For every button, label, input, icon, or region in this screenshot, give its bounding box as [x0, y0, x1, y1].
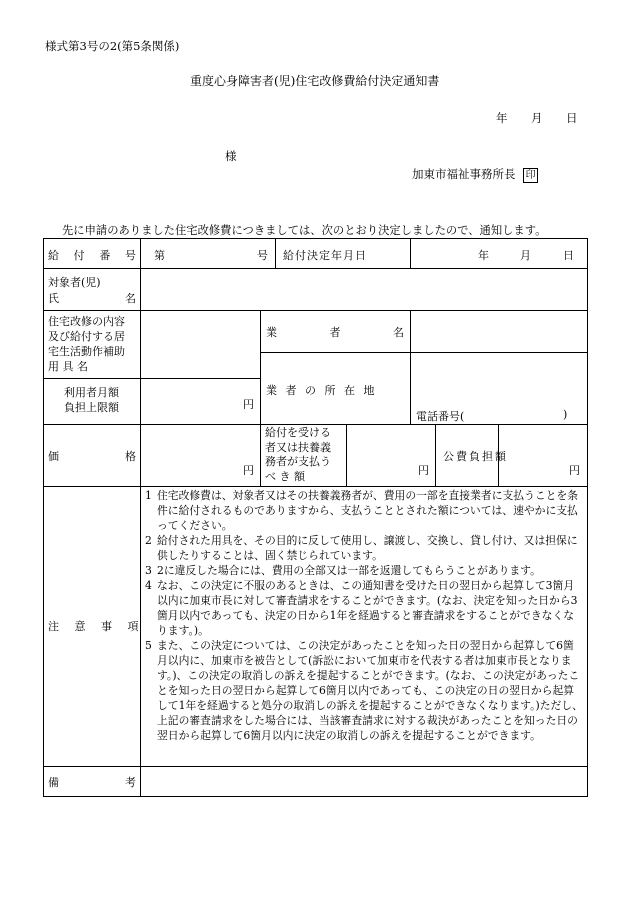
label-char: 番	[99, 249, 111, 262]
payer-label: 給付を受ける 者又は扶養義 務者が支払う べ き 額	[265, 426, 331, 483]
payment-no-label	[48, 247, 136, 263]
monthly-limit-label: 利用者月額 負担上限額	[64, 386, 119, 414]
price-yen: 円	[243, 464, 254, 477]
decision-date-month: 月	[520, 249, 531, 262]
phone-close: )	[563, 408, 568, 421]
label-char: 号	[124, 249, 136, 262]
page-title: 重度心身障害者(児)住宅改修費給付決定通知書	[190, 74, 440, 88]
public-burden-yen: 円	[569, 464, 580, 477]
public-burden-label: 公費負担額	[443, 450, 508, 463]
label-char: 価	[48, 450, 59, 463]
payment-no-prefix: 第	[154, 249, 165, 262]
target-label-1: 対象者(児)	[48, 276, 101, 289]
label-char: 氏	[48, 292, 59, 305]
addressee-suffix: 様	[225, 149, 237, 163]
date-year: 年	[496, 111, 508, 125]
note-item: 5 また、この決定については、この決定があったことを知った日の翌日から起算して6箇月以内に、加東市を被告として(訴訟において加東市を代表する者は加東市長となります。)、この決定の取消しの訴えを提起することができます。(なお、この決定があったことを知った日の翌日から起算して6箇月以内であっても、この決定の日の翌日から起算して1年を経過すると処分の取消しの訴えを提起することができなくなります。)ただし、上記の審査請求をした場合には、当該審査請求に対する裁決があったことを知った日の翌日から起算して6箇月以内に決定の取消しの訴えを提起することができます。	[145, 639, 583, 742]
label-char: 格	[125, 450, 136, 463]
monthly-limit-yen: 円	[243, 398, 254, 411]
note-item: 1 住宅改修費は、対象者又はその扶養義務者が、費用の一部を直接業者に支払うことを条件に給付されるものでありますから、支払うこととされた額については、速やかに支払ってください。	[145, 489, 579, 532]
label-char: 者	[329, 326, 341, 339]
payer-yen: 円	[418, 464, 429, 477]
label-char: 給	[48, 249, 59, 262]
decision-date-year: 年	[478, 249, 489, 262]
issuer-name: 加東市福祉事務所長	[412, 167, 516, 181]
note-item: 2 給付された用具を、その目的に反して使用し、譲渡し、交換し、貸し付け、又は担保に供したりすることは、固く禁じられています。	[145, 534, 578, 562]
date-day: 日	[566, 111, 578, 125]
phone-label: 電話番号(	[416, 410, 465, 423]
label-char: 業	[266, 326, 277, 339]
target-label-2	[48, 290, 136, 306]
decision-date-label: 給付決定年月日	[283, 249, 367, 262]
label-char: 考	[125, 776, 136, 789]
payment-no-suffix: 号	[257, 249, 268, 262]
date-month: 月	[531, 111, 543, 125]
decision-date-day: 日	[563, 249, 574, 262]
label-char: 付	[73, 249, 85, 262]
seal-mark: 印	[523, 168, 538, 183]
remarks-label	[48, 774, 136, 790]
label-char: 備	[48, 776, 59, 789]
contractor-address-label: 業 者 の 所 在 地	[266, 384, 377, 397]
label-char: 名	[125, 292, 136, 305]
notes-list	[145, 488, 583, 743]
form-id: 様式第3号の2(第5条関係)	[45, 39, 180, 53]
note-item: 4 なお、この決定に不服のあるときは、この通知書を受けた日の翌日から起算して3箇月以内に加東市長に対して審査請求をすることができます。(なお、決定を知った日から3箇月以内であっても、決定の日から1年を経過すると審査請求をすることができなくなります。)。	[145, 579, 578, 637]
contractor-label	[266, 324, 404, 340]
label-char: 名	[393, 326, 404, 339]
intro-text: 先に申請のありました住宅改修費につきましては、次のとおり決定しましたので、通知します。	[62, 224, 547, 237]
note-item: 3 2に違反した場合には、費用の全部又は一部を返還してもらうことがあります。	[145, 564, 541, 577]
notes-label: 注 意 事 項	[48, 620, 145, 633]
price-label-left	[48, 448, 136, 464]
renovation-label: 住宅改修の内容 及び給付する居 宅生活動作補助 用 具 名	[48, 315, 125, 373]
